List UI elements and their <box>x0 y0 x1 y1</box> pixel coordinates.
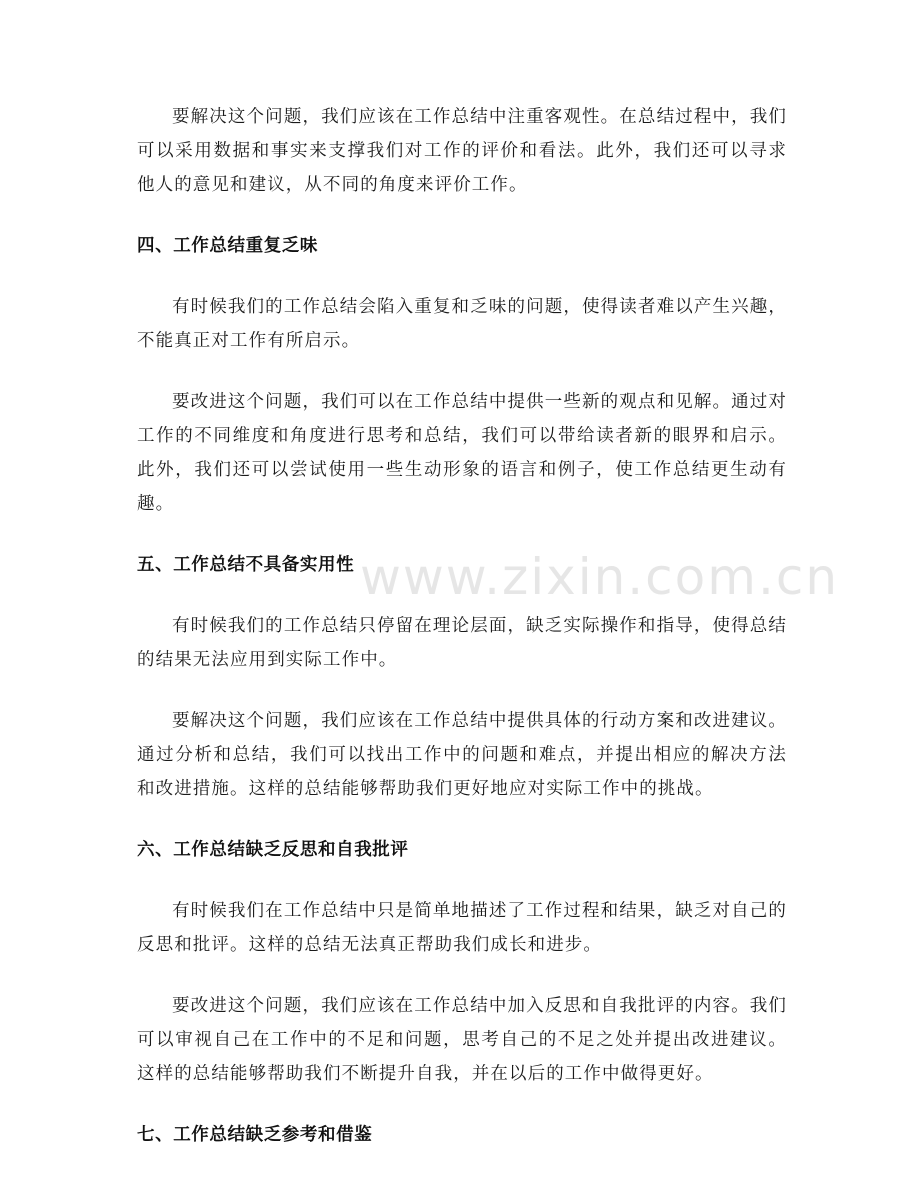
paragraph: 要解决这个问题，我们应该在工作总结中提供具体的行动方案和改进建议。通过分析和总结，我们可以找出工作中的问题和难点，并提出相应的解决方法和改进措施。这样的总结能够帮助我们更好地应对实际工作中的挑战。 <box>137 711 787 799</box>
document-body <box>137 100 787 1179</box>
paragraph: 要解决这个问题，我们应该在工作总结中注重客观性。在总结过程中，我们可以采用数据和事实来支撑我们对工作的评价和看法。此外，我们还可以寻求他人的意见和建议，从不同的角度来评价工作。 <box>137 107 787 195</box>
section-heading: 四、工作总结重复乏味 <box>137 236 318 256</box>
paragraph: 有时候我们在工作总结中只是简单地描述了工作过程和结果，缺乏对自己的反思和批评。这样的总结无法真正帮助我们成长和进步。 <box>137 901 787 955</box>
paragraph: 有时候我们的工作总结只停留在理论层面，缺乏实际操作和指导，使得总结的结果无法应用到实际工作中。 <box>137 616 787 670</box>
section-heading: 七、工作总结缺乏参考和借鉴 <box>137 1125 373 1145</box>
paragraph: 要改进这个问题，我们可以在工作总结中提供一些新的观点和见解。通过对工作的不同维度和角度进行思考和总结，我们可以带给读者新的眼界和启示。此外，我们还可以尝试使用一些生动形象的语言和例子，使工作总结更生动有趣。 <box>137 392 787 514</box>
section-heading: 五、工作总结不具备实用性 <box>137 555 355 575</box>
paragraph: 有时候我们的工作总结会陷入重复和乏味的问题，使得读者难以产生兴趣，不能真正对工作有所启示。 <box>137 297 787 351</box>
paragraph: 要改进这个问题，我们应该在工作总结中加入反思和自我批评的内容。我们可以审视自己在工作中的不足和问题，思考自己的不足之处并提出改进建议。这样的总结能够帮助我们不断提升自我，并在以后的工作中做得更好。 <box>137 996 787 1084</box>
watermark: www.zixin.com.cn <box>360 548 840 606</box>
section-heading: 六、工作总结缺乏反思和自我批评 <box>137 840 409 860</box>
